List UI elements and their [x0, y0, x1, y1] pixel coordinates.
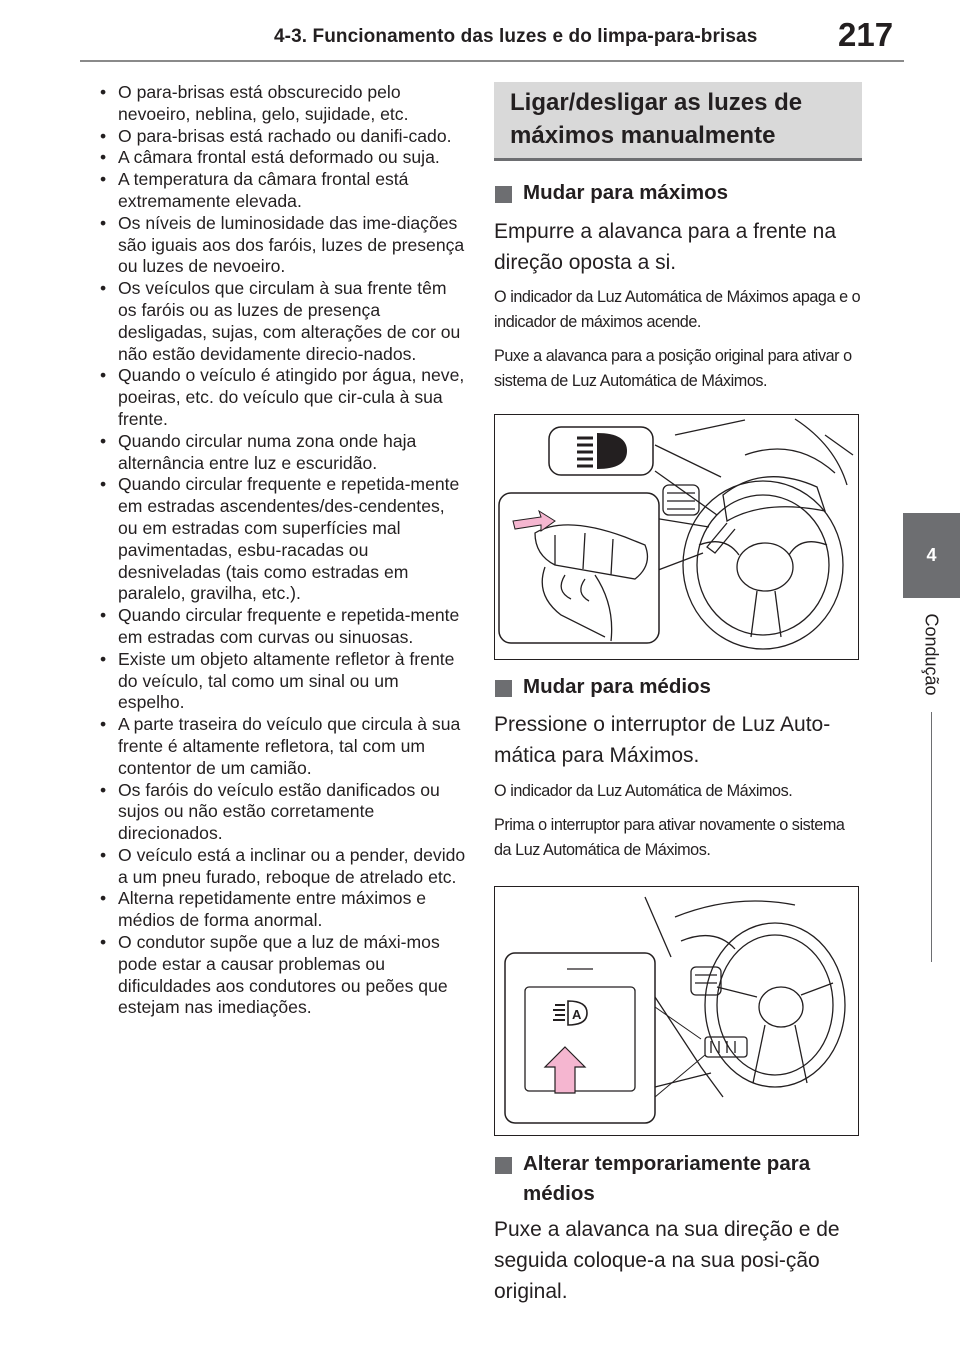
list-item: • A temperatura da câmara frontal está extremamente elevada. [96, 169, 466, 213]
subheading-text: Mudar para máximos [523, 181, 729, 204]
list-item: • Quando circular frequente e repetida-mente em estradas com curvas ou sinuosas. [96, 605, 466, 649]
chapter-tab-line [931, 712, 932, 962]
page-number: 217 [838, 16, 894, 53]
switch-illustration [494, 886, 859, 1136]
note-text: Puxe a alavanca para a posição original para ativar o sistema de Luz Automática de Máximos. [494, 347, 852, 390]
list-item: • O para-brisas está rachado ou danifi-cado. [96, 126, 466, 148]
running-header-title: 4-3. Funcionamento das luzes e do limpa-para-brisas [274, 26, 758, 47]
list-item: • O para-brisas está obscurecido pelo nevoeiro, neblina, gelo, sujidade, etc. [96, 82, 466, 126]
header-divider [80, 60, 904, 62]
dashboard-switch-drawing [495, 887, 858, 1135]
instruction-text: Pressione o interruptor de Luz Auto-mática para Máximos. [494, 713, 831, 767]
note-text: O indicador da Luz Automática de Máximos. [494, 782, 793, 800]
note-text: O indicador da Luz Automática de Máximos apaga e o indicador de máximos acende. [494, 288, 861, 331]
conditions-list [96, 82, 466, 1019]
dashboard-lever-drawing [495, 415, 858, 659]
square-bullet-icon [495, 1157, 512, 1174]
subheading-temporary-low-beam [494, 1149, 862, 1209]
subheading-high-beam [494, 178, 862, 208]
list-item: • A parte traseira do veículo que circula à sua frente é altamente refletora, tal com um contentor de um camião. [96, 714, 466, 779]
square-bullet-icon [495, 186, 512, 203]
auto-high-beam-switch-letter: A [572, 1007, 582, 1022]
subheading-text: Mudar para médios [523, 675, 711, 698]
list-item: • O veículo está a inclinar ou a pender, devido a um pneu furado, reboque de atrelado etc. [96, 845, 466, 889]
list-item: • Quando circular numa zona onde haja alternância entre luz e escuridão. [96, 431, 466, 475]
list-item: • Quando o veículo é atingido por água, neve, poeiras, etc. do veículo que cir-cula à sua frente. [96, 365, 466, 430]
list-item: • O condutor supõe que a luz de máxi-mos pode estar a causar problemas ou dificuldades aos condutores ou peões que estejam nas imediações. [96, 932, 466, 1019]
subheading-low-beam [494, 672, 862, 702]
note-text: Prima o interruptor para ativar novamente o sistema da Luz Automática de Máximos. [494, 816, 845, 859]
chapter-tab [903, 598, 960, 710]
instruction-text: Puxe a alavanca na sua direção e de seguida coloque-a na sua posi-ção original. [494, 1218, 840, 1303]
subheading-text: Alterar temporariamente para médios [523, 1152, 811, 1205]
list-item: • Alterna repetidamente entre máximos e médios de forma anormal. [96, 888, 466, 932]
list-item: • Quando circular frequente e repetida-mente em estradas ascendentes/des-cendentes, ou em estradas com superfícies mal pavimentadas, esbu-racadas ou desniveladas (tais como estradas em paralelo, gravilha, etc.). [96, 474, 466, 605]
list-item: • A câmara frontal está deformado ou suja. [96, 147, 466, 169]
section-heading: Ligar/desligar as luzes de máximos manualmente [494, 82, 862, 161]
list-item: • Existe um objeto altamente refletor à frente do veículo, tal como um sinal ou um espelho. [96, 649, 466, 714]
list-item: • Os veículos que circulam à sua frente têm os faróis ou as luzes de presença desligadas, sujas, com alterações de cor ou não estão devidamente direcio-nados. [96, 278, 466, 365]
list-item: • Os faróis do veículo estão danificados ou sujos ou não estão corretamente direcionados. [96, 780, 466, 845]
right-column [494, 82, 862, 1307]
chapter-tab-number: 4 [903, 513, 960, 598]
lever-illustration [494, 414, 859, 660]
list-item: • Os níveis de luminosidade das ime-diações são iguais aos dos faróis, luzes de presença ou luzes de nevoeiro. [96, 213, 466, 278]
square-bullet-icon [495, 680, 512, 697]
instruction-text: Empurre a alavanca para a frente na direção oposta a si. [494, 220, 837, 274]
chapter-tab-label: Condução [922, 612, 943, 696]
